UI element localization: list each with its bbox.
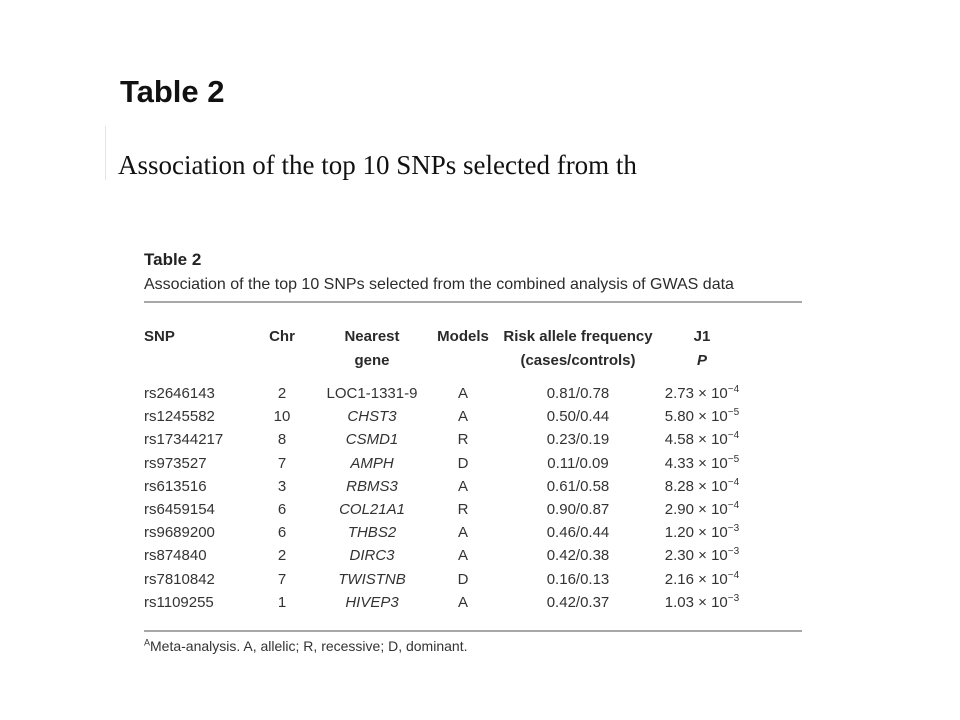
table-row	[144, 452, 742, 475]
footnote	[144, 638, 467, 654]
snp-cell: rs9689200	[144, 524, 215, 542]
header-models: Models	[437, 328, 489, 345]
snp-cell: rs1245582	[144, 408, 215, 426]
p-value-exponent: −3	[727, 546, 740, 558]
freq-cell: 0.90/0.87	[546, 501, 610, 519]
top-rule	[144, 301, 802, 303]
gene-cell: COL21A1	[339, 501, 405, 519]
p-value-cell	[662, 475, 742, 498]
table-image	[144, 250, 804, 660]
p-value-mantissa: 4.58 × 10	[664, 431, 728, 449]
gene-cell: CHST3	[347, 408, 397, 426]
snp-cell: rs973527	[144, 454, 207, 472]
snp-cell: rs6459154	[144, 501, 215, 519]
table-row	[144, 568, 742, 591]
gene-cell: RBMS3	[346, 477, 398, 495]
p-value-cell	[662, 544, 742, 567]
p-value-mantissa: 4.33 × 10	[664, 454, 728, 472]
snp-cell: rs1109255	[144, 593, 214, 611]
slide-subtitle: Association of the top 10 SNPs selected from th	[118, 150, 637, 180]
header-row-2	[144, 352, 742, 376]
chr-cell: 3	[277, 477, 287, 495]
p-value-exponent: −4	[727, 500, 740, 512]
p-value-cell	[662, 405, 742, 428]
gene-cell: AMPH	[350, 454, 394, 472]
model-cell: D	[457, 570, 469, 588]
freq-cell: 0.11/0.09	[547, 454, 609, 472]
footnote-marker: A	[144, 637, 151, 648]
p-value-cell	[662, 521, 742, 544]
table-title: Table 2	[144, 250, 202, 269]
slide-title: Table 2	[120, 74, 225, 109]
p-value-cell	[662, 452, 742, 475]
table-row	[144, 498, 742, 521]
table-row	[144, 544, 742, 567]
table-row	[144, 475, 742, 498]
chr-cell: 10	[273, 408, 291, 426]
p-value-mantissa: 2.16 × 10	[664, 570, 728, 588]
p-value-exponent: −3	[727, 523, 740, 535]
p-value-exponent: −3	[727, 592, 740, 604]
snp-cell: rs874840	[144, 547, 207, 565]
chr-cell: 1	[277, 593, 287, 611]
chr-cell: 2	[277, 547, 287, 565]
p-value-mantissa: 2.73 × 10	[664, 385, 728, 403]
table-row	[144, 405, 742, 428]
gene-cell: THBS2	[347, 524, 397, 542]
chr-cell: 6	[277, 524, 287, 542]
header-freq: Risk allele frequency	[503, 328, 653, 345]
freq-cell: 0.42/0.37	[546, 593, 610, 611]
snp-cell: rs7810842	[144, 570, 215, 588]
freq-cell: 0.50/0.44	[546, 408, 610, 426]
header-gene: gene	[354, 352, 390, 369]
gene-cell: TWISTNB	[338, 570, 406, 588]
header-chr: Chr	[269, 328, 295, 345]
table-row	[144, 428, 742, 451]
header-p: P	[696, 352, 707, 369]
gene-cell: DIRC3	[349, 547, 395, 565]
table-row	[144, 382, 742, 405]
p-value-exponent: −5	[727, 407, 740, 419]
model-cell: D	[457, 454, 469, 472]
chr-cell: 8	[277, 431, 287, 449]
divider	[105, 126, 106, 180]
header-row-1	[144, 328, 742, 352]
snp-cell: rs17344217	[144, 431, 224, 449]
p-value-mantissa: 1.03 × 10	[664, 593, 728, 611]
header-nearest: Nearest	[344, 328, 400, 345]
table-caption: Association of the top 10 SNPs selected from the combined analysis of GWAS data	[144, 276, 734, 293]
model-cell: R	[457, 431, 469, 449]
model-cell: A	[457, 547, 468, 565]
p-value-exponent: −4	[727, 384, 740, 396]
header-cases-controls: (cases/controls)	[520, 352, 636, 369]
chr-cell: 7	[277, 454, 287, 472]
header-snp: SNP	[144, 328, 175, 345]
header-j1: J1	[693, 328, 711, 345]
snp-table	[144, 328, 742, 614]
model-cell: R	[457, 501, 469, 519]
freq-cell: 0.61/0.58	[546, 477, 610, 495]
freq-cell: 0.81/0.78	[546, 385, 610, 403]
chr-cell: 2	[277, 385, 287, 403]
model-cell: A	[457, 477, 468, 495]
gene-cell: LOC1-1331-9	[326, 385, 418, 403]
freq-cell: 0.23/0.19	[546, 431, 610, 449]
footnote-text: Meta-analysis. A, allelic; R, recessive; D, dominant.	[150, 638, 468, 654]
p-value-mantissa: 2.30 × 10	[664, 547, 728, 565]
snp-cell: rs613516	[144, 477, 207, 495]
p-value-cell	[662, 382, 742, 405]
model-cell: A	[457, 408, 468, 426]
model-cell: A	[457, 524, 468, 542]
p-value-exponent: −4	[727, 476, 740, 488]
p-value-cell	[662, 498, 742, 521]
gene-cell: HIVEP3	[345, 593, 399, 611]
p-value-mantissa: 5.80 × 10	[664, 408, 728, 426]
p-value-mantissa: 2.90 × 10	[664, 501, 728, 519]
bottom-rule	[144, 630, 802, 632]
chr-cell: 7	[277, 570, 287, 588]
model-cell: A	[457, 385, 468, 403]
chr-cell: 6	[277, 501, 287, 519]
table-row	[144, 591, 742, 614]
snp-cell: rs2646143	[144, 385, 215, 403]
table-row	[144, 521, 742, 544]
model-cell: A	[457, 593, 468, 611]
p-value-mantissa: 1.20 × 10	[664, 524, 728, 542]
freq-cell: 0.46/0.44	[546, 524, 610, 542]
p-value-cell	[662, 568, 742, 591]
p-value-exponent: −4	[727, 430, 740, 442]
p-value-mantissa: 8.28 × 10	[664, 477, 728, 495]
freq-cell: 0.42/0.38	[546, 547, 610, 565]
gene-cell: CSMD1	[345, 431, 399, 449]
p-value-exponent: −4	[727, 569, 740, 581]
p-value-exponent: −5	[727, 453, 740, 465]
p-value-cell	[662, 591, 742, 614]
p-value-cell	[662, 428, 742, 451]
freq-cell: 0.16/0.13	[546, 570, 610, 588]
